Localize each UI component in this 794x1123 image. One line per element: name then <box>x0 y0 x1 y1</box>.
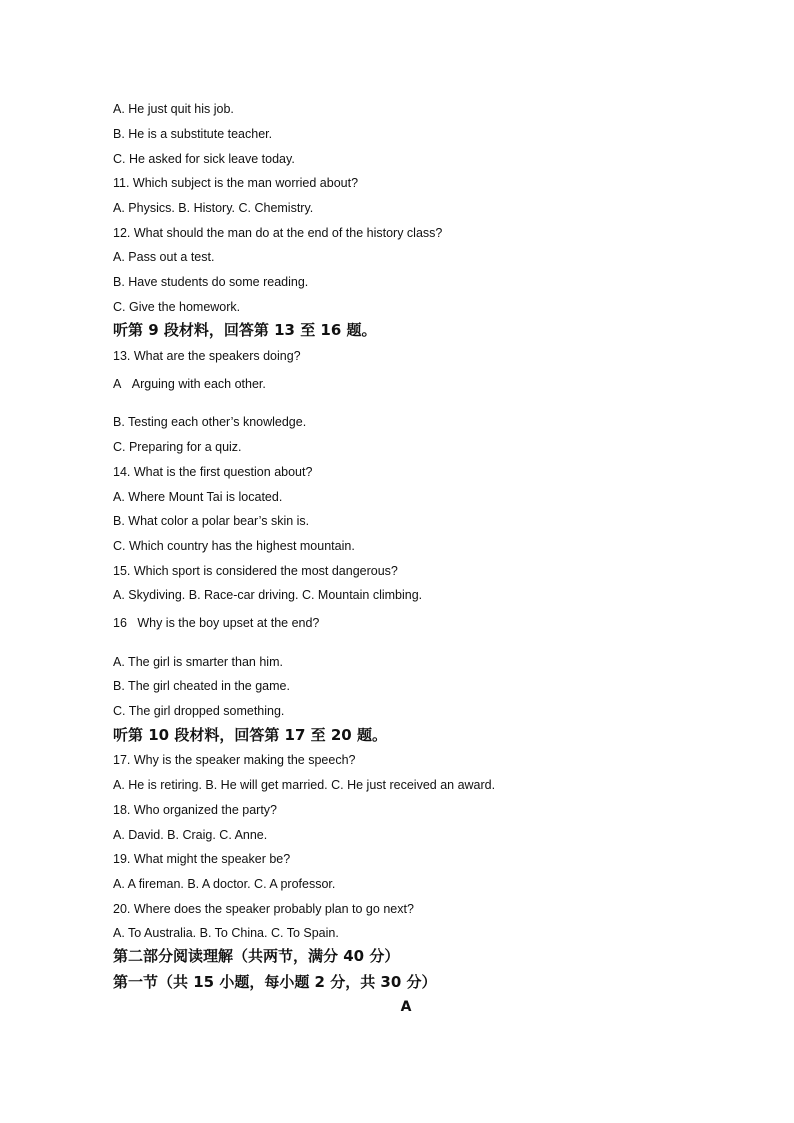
line-option: C. The girl dropped something. <box>113 704 285 718</box>
line-option: C. Preparing for a quiz. <box>113 440 242 454</box>
line-option: B. The girl cheated in the game. <box>113 679 290 693</box>
line-option: C. Which country has the highest mountain. <box>113 539 355 553</box>
line-option: B. Have students do some reading. <box>113 275 309 289</box>
line-option: A. David. B. Craig. C. Anne. <box>113 828 268 842</box>
line-question: 11. Which subject is the man worried about? <box>113 176 359 190</box>
line-question: 16 Why is the boy upset at the end? <box>113 616 320 630</box>
passage-letter: A <box>400 999 412 1015</box>
line-option: A. Physics. B. History. C. Chemistry. <box>113 201 314 215</box>
line-question: 12. What should the man do at the end of the history class? <box>113 226 443 240</box>
line-question: 20. Where does the speaker probably plan to go next? <box>113 902 414 916</box>
section-heading: 第一节（共 15 小题，每小题 2 分，共 30 分） <box>113 973 437 991</box>
line-option: C. Give the homework. <box>113 300 241 314</box>
section-heading: 听第 10 段材料，回答第 17 至 20 题。 <box>113 726 387 744</box>
line-option: A. Pass out a test. <box>113 250 215 264</box>
line-question: 14. What is the first question about? <box>113 465 313 479</box>
section-heading: 听第 9 段材料，回答第 13 至 16 题。 <box>113 321 377 339</box>
line-option: A. Where Mount Tai is located. <box>113 490 283 504</box>
line-option: A Arguing with each other. <box>113 377 266 391</box>
line-option: A. Skydiving. B. Race-car driving. C. Mountain climbing. <box>113 588 423 602</box>
line-option: C. He asked for sick leave today. <box>113 152 295 166</box>
line-option: A. He is retiring. B. He will get married. C. He just received an award. <box>113 778 496 792</box>
line-option: B. What color a polar bear’s skin is. <box>113 514 310 528</box>
line-option: A. A fireman. B. A doctor. C. A professor. <box>113 877 336 891</box>
line-option: A. He just quit his job. <box>113 102 234 116</box>
part-heading: 第二部分阅读理解（共两节，满分 40 分） <box>113 947 400 965</box>
line-question: 15. Which sport is considered the most dangerous? <box>113 564 398 578</box>
line-option: B. Testing each other’s knowledge. <box>113 415 307 429</box>
line-option: A. The girl is smarter than him. <box>113 655 283 669</box>
line-question: 18. Who organized the party? <box>113 803 277 817</box>
line-option: A. To Australia. B. To China. C. To Spain. <box>113 926 339 940</box>
line-question: 19. What might the speaker be? <box>113 852 291 866</box>
line-question: 13. What are the speakers doing? <box>113 349 301 363</box>
line-option: B. He is a substitute teacher. <box>113 127 273 141</box>
line-question: 17. Why is the speaker making the speech? <box>113 753 356 767</box>
